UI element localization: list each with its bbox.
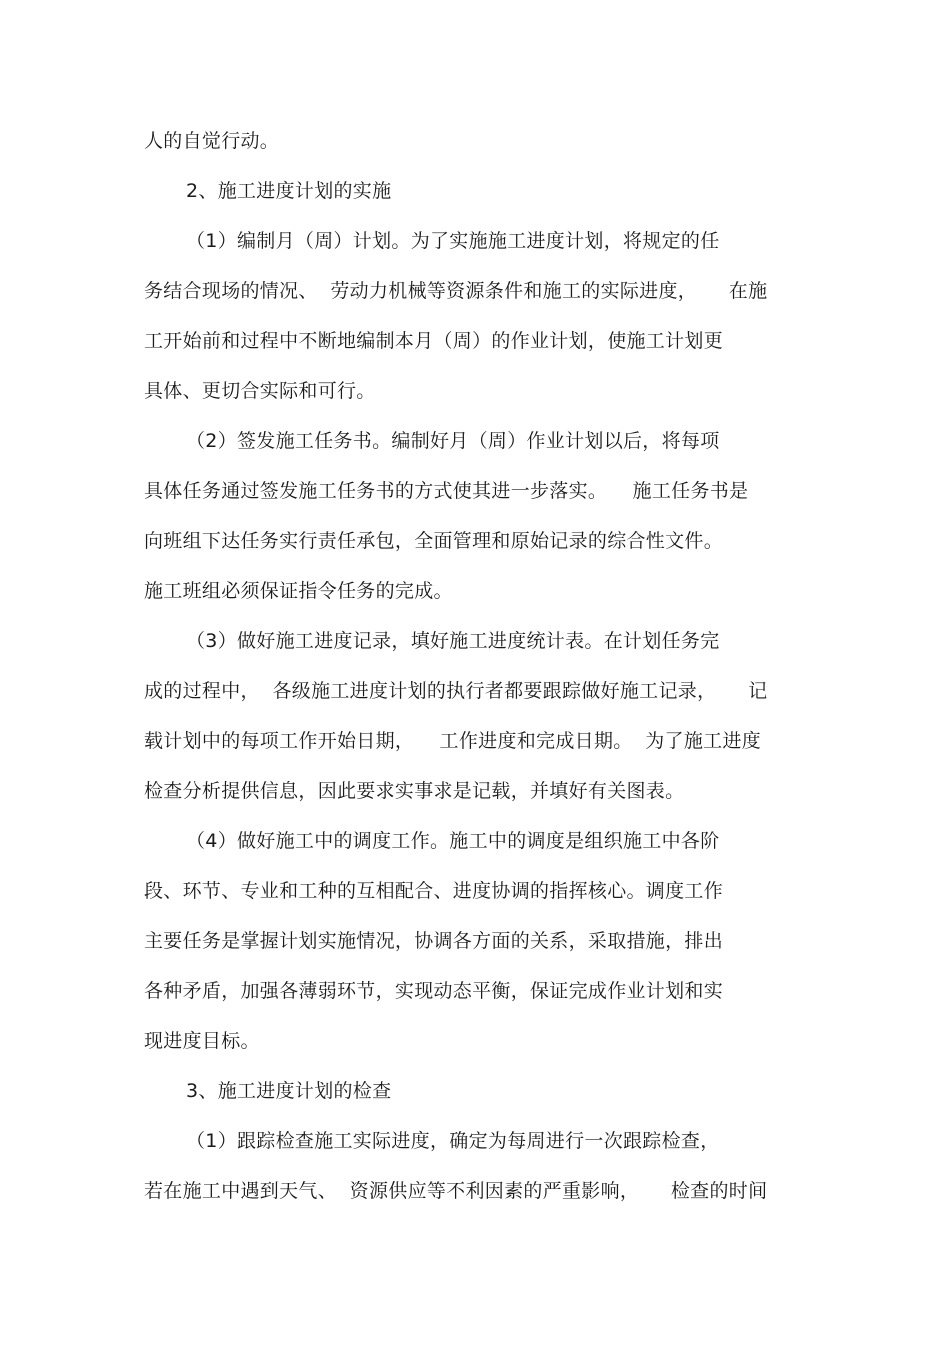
text-line-12: 成的过程中， 各级施工进度计划的执行者都要跟踪做好施工记录， 记 [144,680,768,702]
text-line-16: 段、环节、专业和工种的互相配合、进度协调的指挥核心。调度工作 [144,880,724,902]
text-line-10: 施工班组必须保证指令任务的完成。 [144,580,453,602]
section-heading-3: 3、施工进度计划的检查 [186,1080,392,1102]
text-line-18: 各种矛盾，加强各薄弱环节，实现动态平衡，保证完成作业计划和实 [144,980,724,1002]
text-line-21: （1）跟踪检查施工实际进度，确定为每周进行一次跟踪检查， [186,1130,720,1152]
text-line-5: 工开始前和过程中不断地编制本月（周）的作业计划，使施工计划更 [144,330,724,352]
text-line-4: 务结合现场的情况、 劳动力机械等资源条件和施工的实际进度， 在施 [144,280,768,302]
text-line-15: （4）做好施工中的调度工作。施工中的调度是组织施工中各阶 [186,830,720,852]
text-line-13: 载计划中的每项工作开始日期， 工作进度和完成日期。 为了施工进度 [144,730,762,752]
section-heading-2: 2、施工进度计划的实施 [186,180,392,202]
text-line-19: 现进度目标。 [144,1030,260,1052]
text-line-6: 具体、更切合实际和可行。 [144,380,376,402]
text-line-3: （1）编制月（周）计划。为了实施施工进度计划，将规定的任 [186,230,720,252]
text-line-9: 向班组下达任务实行责任承包，全面管理和原始记录的综合性文件。 [144,530,724,552]
text-line-11: （3）做好施工进度记录，填好施工进度统计表。在计划任务完 [186,630,720,652]
text-line-1: 人的自觉行动。 [144,130,280,152]
text-line-8: 具体任务通过签发施工任务书的方式使其进一步落实。 施工任务书是 [144,480,749,502]
text-line-7: （2）签发施工任务书。编制好月（周）作业计划以后，将每项 [186,430,720,452]
text-line-14: 检查分析提供信息，因此要求实事求是记载，并填好有关图表。 [144,780,685,802]
text-line-22: 若在施工中遇到天气、 资源供应等不利因素的严重影响， 检查的时间 [144,1180,768,1202]
text-line-17: 主要任务是掌握计划实施情况，协调各方面的关系，采取措施，排出 [144,930,724,952]
